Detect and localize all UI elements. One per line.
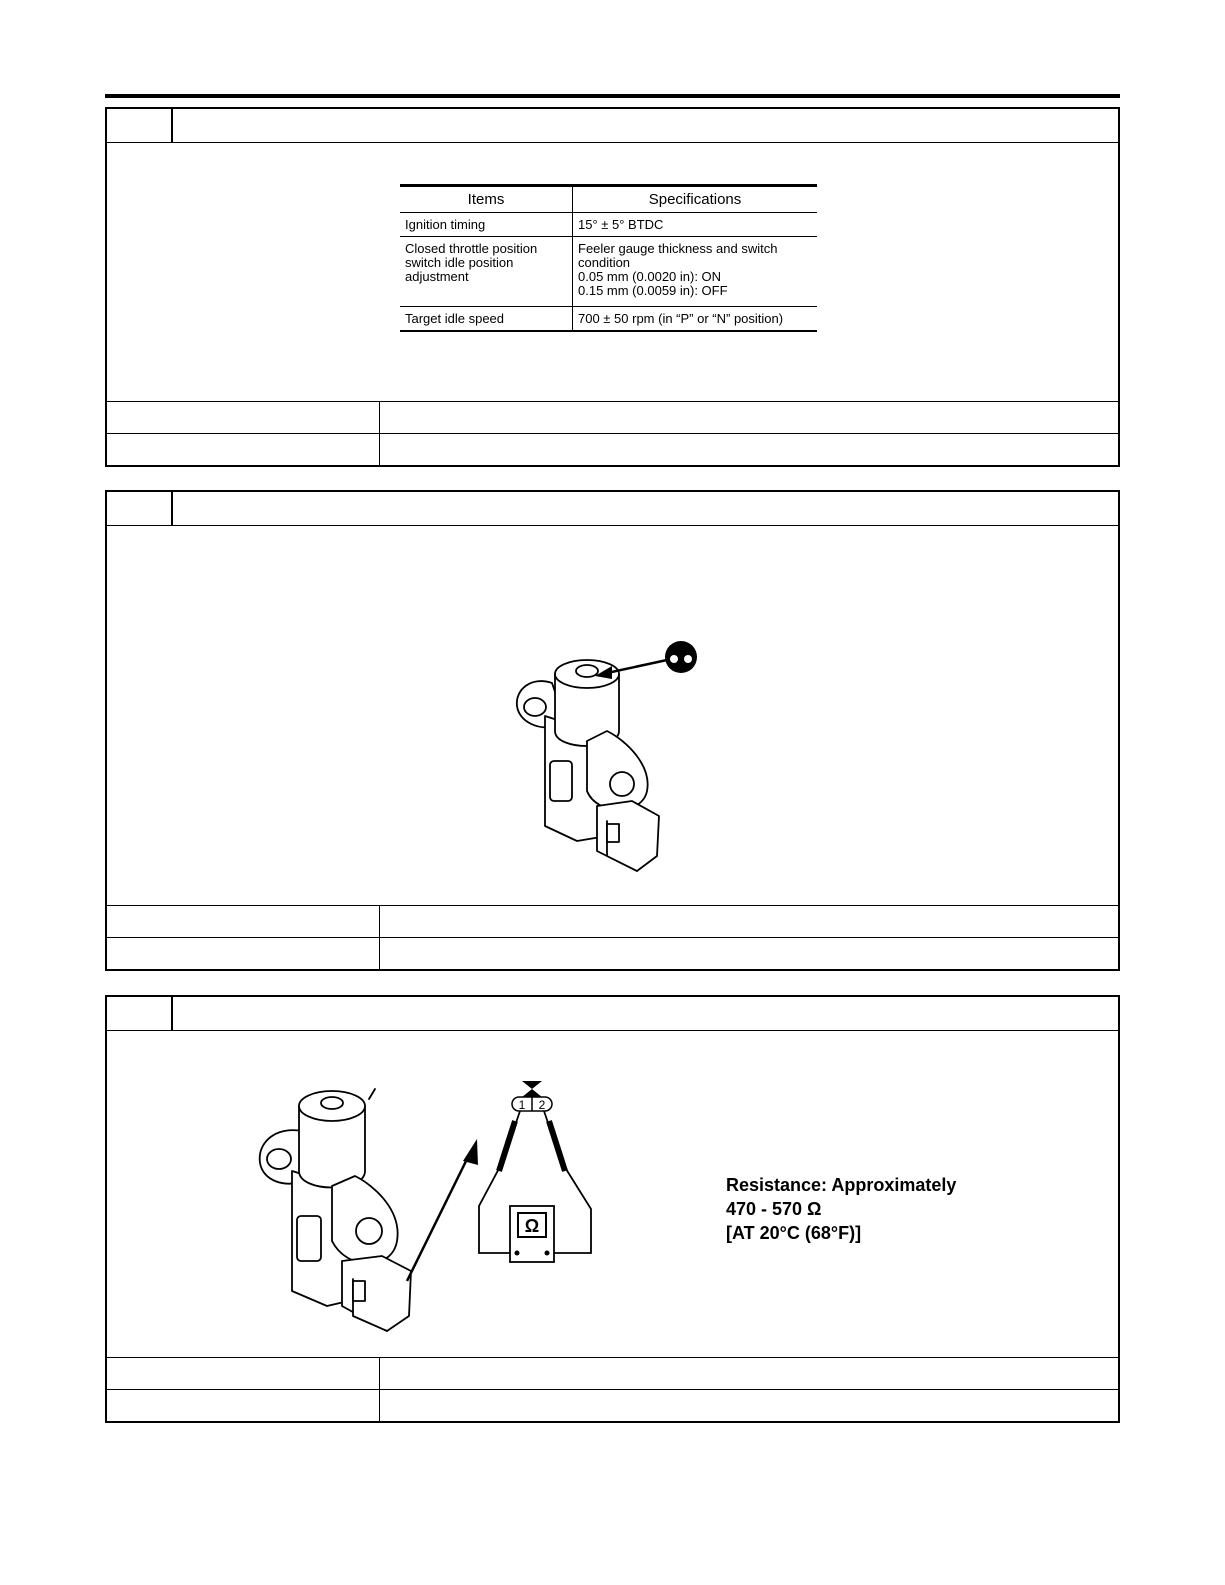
solenoid-valve-lubricate-illustration	[107, 526, 1118, 905]
section-1-body	[107, 143, 1118, 401]
resistance-check-illustration	[107, 1031, 1118, 1357]
row-value-cell	[380, 1390, 1118, 1421]
row-label-cell	[107, 402, 380, 433]
row-label-cell	[107, 1358, 380, 1389]
table-row	[400, 307, 817, 332]
row-value-cell	[380, 402, 1118, 433]
row-label-cell	[107, 938, 380, 969]
row-value-cell	[380, 1358, 1118, 1389]
section-2-header	[107, 492, 1118, 526]
spec-header-items: Items	[400, 186, 573, 213]
section-1-number-cell	[107, 109, 173, 142]
section-1-row-2	[107, 433, 1118, 465]
section-2-row-2	[107, 937, 1118, 969]
spec-table-header-row	[400, 186, 817, 213]
spec-item: Closed throttle position switch idle position adjustment	[400, 237, 573, 307]
spec-item: Target idle speed	[400, 307, 573, 332]
header-rule	[105, 94, 1120, 98]
section-3-row-2	[107, 1389, 1118, 1421]
section-1	[105, 107, 1120, 467]
section-2-row-1	[107, 905, 1118, 937]
section-3-number-cell	[107, 997, 173, 1030]
resistance-line-1: Resistance: Approximately	[726, 1175, 957, 1195]
spec-value-line: 700 ± 50 rpm (in “P” or “N” position)	[578, 311, 784, 326]
resistance-spec	[726, 1173, 956, 1245]
section-2-body	[107, 526, 1118, 905]
section-1-header	[107, 109, 1118, 143]
section-1-row-1	[107, 401, 1118, 433]
pin-1-label: 1	[518, 1098, 526, 1112]
section-2	[105, 490, 1120, 971]
section-3	[105, 995, 1120, 1423]
spec-value-line: 0.15 mm (0.0059 in): OFF	[578, 283, 728, 298]
row-label-cell	[107, 434, 380, 465]
section-3-row-1	[107, 1357, 1118, 1389]
row-value-cell	[380, 938, 1118, 969]
section-3-header	[107, 997, 1118, 1031]
row-label-cell	[107, 906, 380, 937]
spec-value-line: Feeler gauge thickness and switch condition	[578, 241, 778, 270]
pin-2-label: 2	[538, 1098, 546, 1112]
row-value-cell	[380, 906, 1118, 937]
spec-value-line: 0.05 mm (0.0020 in): ON	[578, 269, 722, 284]
table-row	[400, 213, 817, 237]
resistance-line-2: 470 - 570 Ω	[726, 1199, 822, 1219]
spec-value	[573, 307, 818, 332]
table-row	[400, 237, 817, 307]
row-label-cell	[107, 1390, 380, 1421]
spec-table	[400, 184, 817, 332]
spec-item: Ignition timing	[400, 213, 573, 237]
row-value-cell	[380, 434, 1118, 465]
spec-value-line: 15° ± 5° BTDC	[578, 217, 664, 232]
section-2-number-cell	[107, 492, 173, 525]
spec-header-specifications: Specifications	[573, 186, 818, 213]
resistance-line-3: [AT 20°C (68°F)]	[726, 1223, 862, 1243]
ohm-symbol: Ω	[524, 1216, 540, 1236]
spec-value	[573, 213, 818, 237]
section-3-body	[107, 1031, 1118, 1357]
spec-value	[573, 237, 818, 307]
